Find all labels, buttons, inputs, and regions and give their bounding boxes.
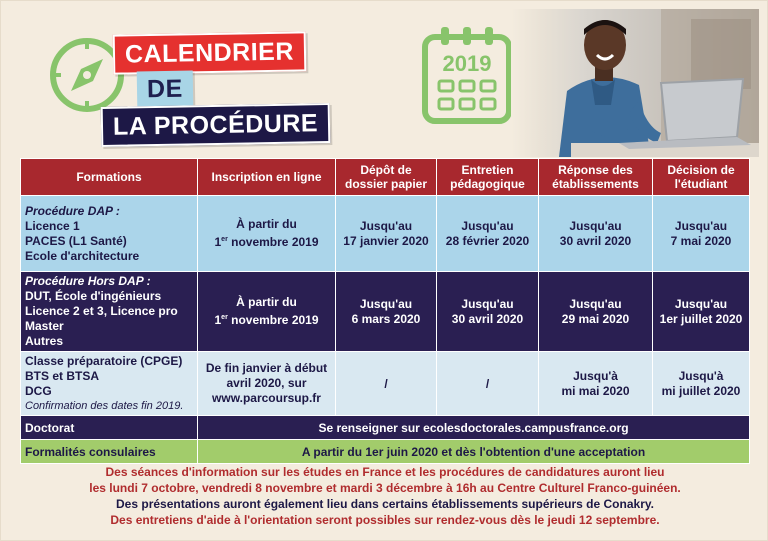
reponse-cell <box>539 196 653 272</box>
header-inscription: Inscription en ligne <box>198 159 336 196</box>
procedure-title: Procédure DAP : <box>25 203 120 218</box>
cell-text <box>202 310 331 328</box>
cell-text <box>202 232 331 250</box>
header-formations: Formations <box>21 159 198 196</box>
formation-cell <box>21 196 198 272</box>
date-month: novembre 2019 <box>227 235 319 249</box>
cell-text: 7 mai 2020 <box>670 233 732 248</box>
formation-cell <box>21 352 198 416</box>
cell-text: Jusqu'au <box>569 296 622 311</box>
info-text <box>1 464 768 528</box>
formation-line: Licence 1 <box>25 218 80 233</box>
formation-line: Classe préparatoire (CPGE) <box>25 354 183 368</box>
formation-cell <box>21 272 198 352</box>
header-entretien: Entretien pédagogique <box>437 159 539 196</box>
decision-cell <box>653 196 750 272</box>
cell-text: Jusqu'au <box>359 296 413 311</box>
date-number: 1 <box>214 235 222 249</box>
table-row <box>21 352 750 416</box>
inscription-cell <box>198 272 336 352</box>
depot-cell: / <box>336 352 437 416</box>
depot-cell <box>336 196 437 272</box>
cell-text: 17 janvier 2020 <box>343 233 429 248</box>
formation-line: BTS et BTSA <box>25 369 100 383</box>
depot-cell <box>336 272 437 352</box>
date-month: novembre 2019 <box>227 313 319 327</box>
title-line-3: LA PROCÉDURE <box>101 103 331 147</box>
cell-text: 1er juillet 2020 <box>659 311 743 326</box>
date-number: 1 <box>214 313 222 327</box>
formation-line: PACES (L1 Santé) <box>25 233 127 248</box>
formation-line: DCG <box>25 384 52 398</box>
cell-text: Jusqu'au <box>359 218 413 233</box>
table-row <box>21 196 750 272</box>
consulaires-value: A partir du 1er juin 2020 et dès l'obtention d'une acceptation <box>198 440 750 464</box>
date-sup: er <box>221 314 228 321</box>
cell-text: 30 avril 2020 <box>451 311 524 326</box>
cell-text: Jusqu'au <box>569 218 622 233</box>
formation-line: DUT, École d'ingénieurs <box>25 289 162 303</box>
table-header-row <box>21 159 750 196</box>
info-line: Des entretiens d'aide à l'orientation seront possibles sur rendez-vous dès le jeudi 12 septembre. <box>110 513 660 527</box>
title-line-1: CALENDRIER <box>113 31 307 74</box>
cell-text: 30 avril 2020 <box>559 233 632 248</box>
cell-text: 6 mars 2020 <box>351 311 421 326</box>
student-illustration <box>511 9 759 157</box>
decision-cell <box>653 352 750 416</box>
entretien-cell <box>437 272 539 352</box>
formation-line: Licence 2 et 3, Licence pro <box>25 304 178 318</box>
formation-line: Master <box>25 319 64 333</box>
cell-text: À partir du <box>236 217 297 231</box>
cell-text: avril 2020, sur <box>226 376 307 390</box>
inscription-cell <box>198 196 336 272</box>
cell-text: De fin janvier à début <box>205 361 328 375</box>
formation-line: Autres <box>25 334 64 348</box>
cell-text: Jusqu'au <box>461 218 514 233</box>
title-line-2: DE <box>137 71 193 108</box>
calendar-icon <box>419 23 515 127</box>
info-line: les lundi 7 octobre, vendredi 8 novembre et mardi 3 décembre à 16h au Centre Culturel Franco-guinéen. <box>89 481 681 495</box>
cell-text: mi mai 2020 <box>561 383 630 398</box>
date-sup: er <box>221 236 228 243</box>
procedure-title: Procédure Hors DAP : <box>25 274 151 288</box>
cell-text: Jusqu'au <box>674 218 728 233</box>
cell-text: Jusqu'à <box>573 368 618 383</box>
reponse-cell <box>539 272 653 352</box>
formation-line: Ecole d'architecture <box>25 248 140 263</box>
info-line: Des présentations auront également lieu dans certains établissements supérieurs de Conakry. <box>116 497 654 511</box>
confirmation-note: Confirmation des dates fin 2019. <box>25 400 184 412</box>
cell-text: www.parcoursup.fr <box>212 391 321 405</box>
entretien-cell <box>437 196 539 272</box>
header-depot: Dépôt de dossier papier <box>336 159 437 196</box>
doctorat-label: Doctorat <box>21 416 198 440</box>
doctorat-value: Se renseigner sur ecolesdoctorales.campusfrance.org <box>198 416 750 440</box>
cell-text: 29 mai 2020 <box>561 311 630 326</box>
cell-text: Jusqu'au <box>674 296 728 311</box>
decision-cell <box>653 272 750 352</box>
consulaires-label: Formalités consulaires <box>21 440 198 464</box>
table-row <box>21 440 750 464</box>
cell-text: mi juillet 2020 <box>661 383 741 398</box>
cell-text: 28 février 2020 <box>445 233 530 248</box>
cell-text: À partir du <box>236 295 297 309</box>
table-row <box>21 272 750 352</box>
cell-text: Jusqu'au <box>461 296 514 311</box>
reponse-cell <box>539 352 653 416</box>
table-row <box>21 416 750 440</box>
calendar-year: 2019 <box>442 51 492 76</box>
header-reponse: Réponse des établissements <box>539 159 653 196</box>
student-photo <box>511 9 759 157</box>
inscription-cell <box>198 352 336 416</box>
calendar-table <box>20 158 750 464</box>
header-decision: Décision de l'étudiant <box>653 159 750 196</box>
info-line: Des séances d'information sur les études en France et les procédures de candidatures auront lieu <box>105 465 665 479</box>
entretien-cell: / <box>437 352 539 416</box>
cell-text: Jusqu'à <box>678 368 724 383</box>
